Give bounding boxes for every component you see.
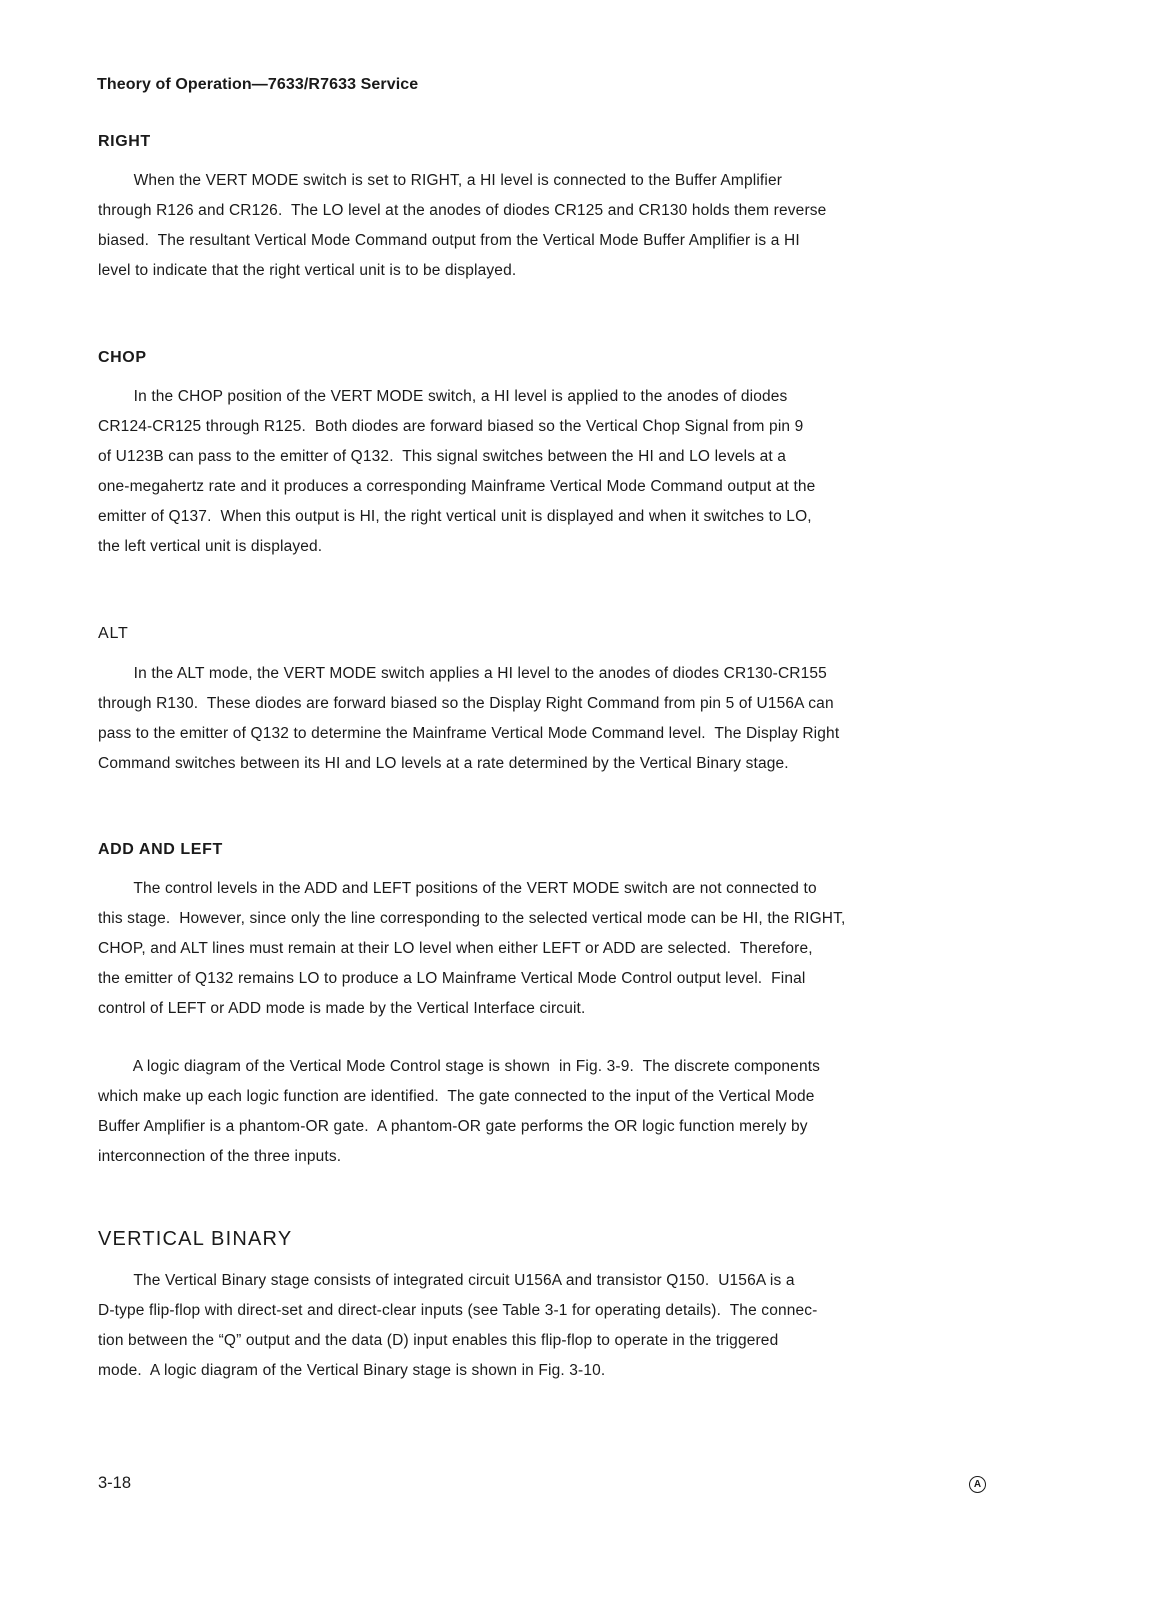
section-heading-chop: CHOP [98, 349, 147, 366]
paragraph-alt [98, 659, 978, 779]
text-line: Command switches between its HI and LO levels at a rate determined by the Vertical Binary stage. [98, 755, 789, 772]
running-head: Theory of Operation—7633/R7633 Service [97, 76, 419, 93]
paragraph-chop [98, 382, 978, 562]
text-line: When the VERT MODE switch is set to RIGHT, a HI level is connected to the Buffer Amplifier [98, 172, 783, 189]
paragraph-vertical-binary [98, 1266, 978, 1386]
text-line: The Vertical Binary stage consists of integrated circuit U156A and transistor Q150. U156A is a [98, 1272, 795, 1289]
text-line: A logic diagram of the Vertical Mode Control stage is shown in Fig. 3-9. The discrete components [98, 1058, 821, 1075]
text-line: through R126 and CR126. The LO level at the anodes of diodes CR125 and CR130 holds them reverse [98, 202, 827, 219]
text-line: In the ALT mode, the VERT MODE switch applies a HI level to the anodes of diodes CR130-CR155 [98, 665, 827, 682]
text-line: D-type flip-flop with direct-set and direct-clear inputs (see Table 3-1 for operating details). The connec- [98, 1302, 818, 1319]
revision-mark-icon: A [969, 1476, 986, 1493]
text-line: this stage. However, since only the line corresponding to the selected vertical mode can be HI, the RIGHT, [98, 910, 846, 927]
text-line: through R130. These diodes are forward biased so the Display Right Command from pin 5 of U156A can [98, 695, 834, 712]
text-line: The control levels in the ADD and LEFT positions of the VERT MODE switch are not connected to [98, 880, 817, 897]
text-line: emitter of Q137. When this output is HI, the right vertical unit is displayed and when it switches to LO, [98, 508, 812, 525]
text-line: tion between the “Q” output and the data (D) input enables this flip-flop to operate in the triggered [98, 1332, 779, 1349]
section-heading-right: RIGHT [98, 133, 151, 150]
text-line: CHOP, and ALT lines must remain at their LO level when either LEFT or ADD are selected. Therefore, [98, 940, 813, 957]
text-line: biased. The resultant Vertical Mode Command output from the Vertical Mode Buffer Amplifier is a HI [98, 232, 800, 249]
paragraph-logic-diagram [98, 1052, 978, 1172]
text-line: the left vertical unit is displayed. [98, 538, 323, 555]
paragraph-right [98, 166, 978, 286]
text-line: the emitter of Q132 remains LO to produce a LO Mainframe Vertical Mode Control output level. Final [98, 970, 806, 987]
text-line: level to indicate that the right vertical unit is to be displayed. [98, 262, 517, 279]
text-line: control of LEFT or ADD mode is made by the Vertical Interface circuit. [98, 1000, 586, 1017]
text-line: interconnection of the three inputs. [98, 1148, 342, 1165]
text-line: pass to the emitter of Q132 to determine the Mainframe Vertical Mode Command level. The Display Right [98, 725, 840, 742]
section-heading-add-and-left: ADD AND LEFT [98, 841, 223, 858]
paragraph-add-and-left [98, 874, 978, 1024]
text-line: of U123B can pass to the emitter of Q132. This signal switches between the HI and LO levels at a [98, 448, 787, 465]
text-line: which make up each logic function are identified. The gate connected to the input of the Vertical Mode [98, 1088, 815, 1105]
text-line: In the CHOP position of the VERT MODE switch, a HI level is applied to the anodes of diodes [98, 388, 788, 405]
text-line: Buffer Amplifier is a phantom-OR gate. A phantom-OR gate performs the OR logic function merely by [98, 1118, 808, 1135]
text-line: CR124-CR125 through R125. Both diodes are forward biased so the Vertical Chop Signal from pin 9 [98, 418, 804, 435]
section-heading-vertical-binary: VERTICAL BINARY [98, 1228, 293, 1250]
section-heading-alt: ALT [98, 625, 129, 642]
page-number: 3-18 [98, 1474, 132, 1492]
text-line: one-megahertz rate and it produces a corresponding Mainframe Vertical Mode Command output at the [98, 478, 816, 495]
text-line: mode. A logic diagram of the Vertical Binary stage is shown in Fig. 3-10. [98, 1362, 606, 1379]
